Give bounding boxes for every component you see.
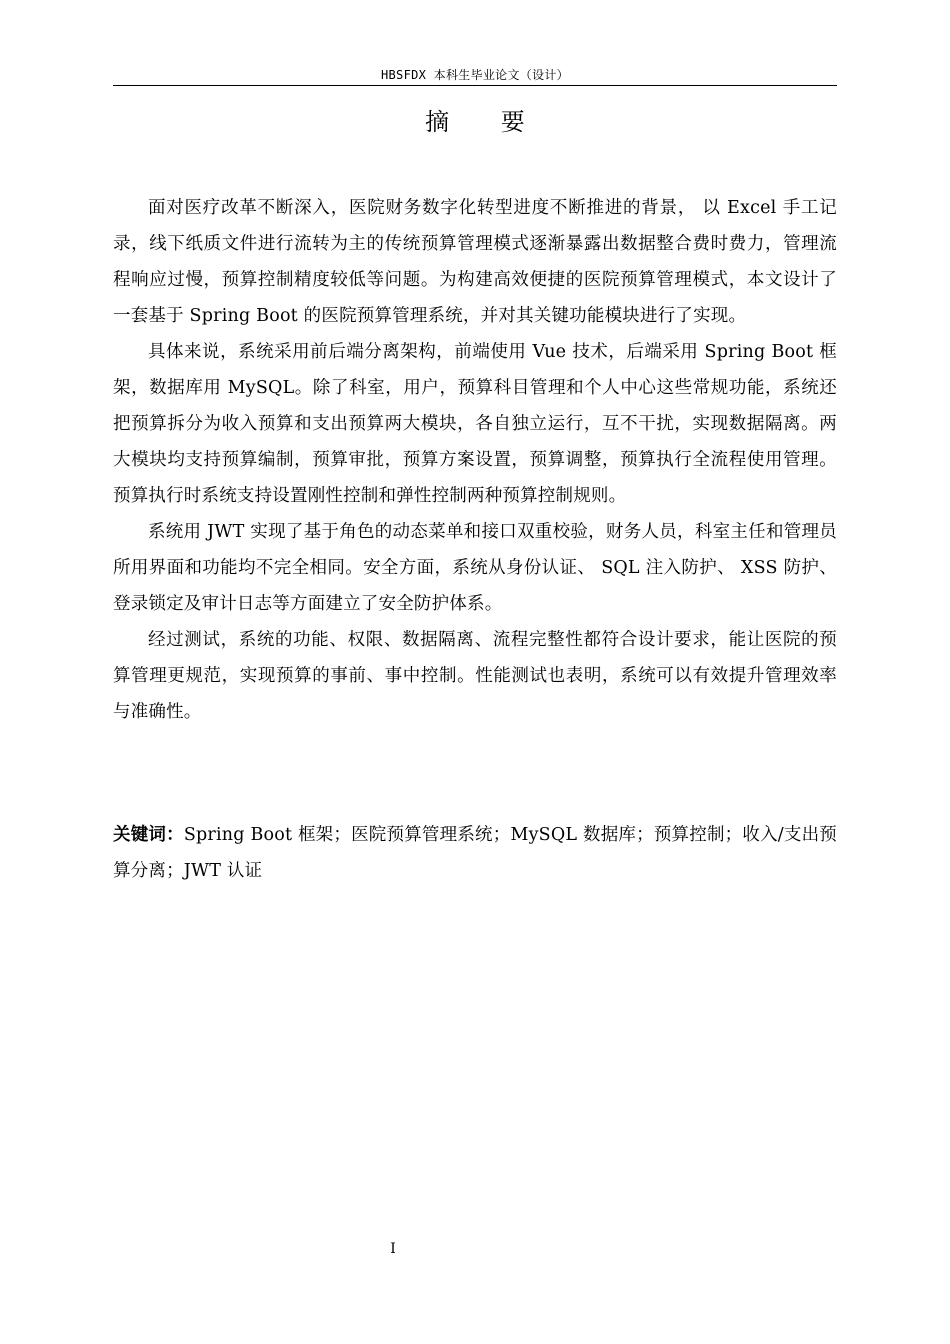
abstract-paragraph-3: 系统用 JWT 实现了基于角色的动态菜单和接口双重校验，财务人员，科室主任和管理员所用界面和功能均不完全相同。安全方面，系统从身份认证、 SQL 注入防护、 XSS 防护、登录锁定及审计日志等方面建立了安全防护体系。 [113,522,837,614]
keywords-line [113,817,837,889]
abstract-paragraph-2: 具体来说，系统采用前后端分离架构，前端使用 Vue 技术，后端采用 Spring Boot 框架，数据库用 MySQL。除了科室，用户，预算科目管理和个人中心这些常规功能，系统还把预算拆分为收入预算和支出预算两大模块，各自独立运行，互不干扰，实现数据隔离。两大模块均支持预算编制，预算审批，预算方案设置，预算调整，预算执行全流程使用管理。预算执行时系统支持设置刚性控制和弹性控制两种预算控制规则。 [113,342,837,506]
keywords-label: 关键词： [113,825,184,845]
abstract-paragraph-4: 经过测试，系统的功能、权限、数据隔离、流程完整性都符合设计要求，能让医院的预算管理更规范，实现预算的事前、事中控制。性能测试也表明，系统可以有效提升管理效率与准确性。 [113,630,837,722]
header-rule [113,85,837,86]
abstract-body [113,190,837,730]
running-header: HBSFDX 本科生毕业论文（设计） [381,68,569,82]
page-number: I [390,1241,396,1257]
keywords-text: Spring Boot 框架；医院预算管理系统；MySQL 数据库；预算控制；收入/支出预算分离；JWT 认证 [113,825,837,881]
abstract-paragraph-1: 面对医疗改革不断深入，医院财务数字化转型进度不断推进的背景， 以 Excel 手工记录，线下纸质文件进行流转为主的传统预算管理模式逐渐暴露出数据整合费时费力，管理流程响应过慢，预算控制精度较低等问题。为构建高效便捷的医院预算管理模式，本文设计了一套基于 Spring Boot 的医院预算管理系统，并对其关键功能模块进行了实现。 [113,198,837,326]
abstract-title: 摘 要 [425,108,547,136]
